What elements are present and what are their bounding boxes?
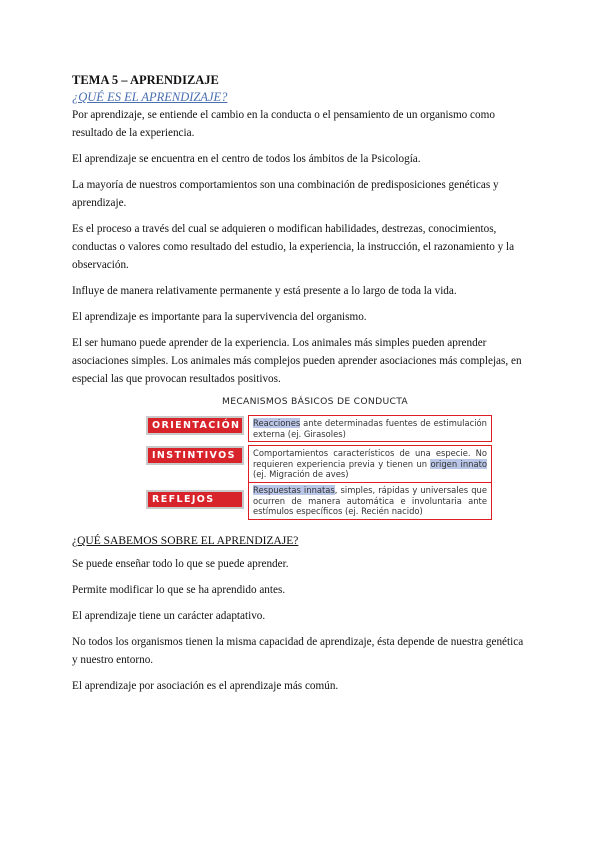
highlight: origen innato <box>430 458 487 469</box>
paragraph: El aprendizaje por asociación es el aprendizaje más común. <box>72 680 339 692</box>
paragraph: El ser humano puede aprender de la experiencia. Los animales más simples pueden aprender asociaciones simples. Los animales más complejos pueden aprender asociaciones más complejas, en especial las que provocan resultados positivos. <box>72 337 522 385</box>
description-text: Comportamientos característicos de una especie. No requieren experiencia previa y tienen un <box>253 448 487 469</box>
paragraph: El aprendizaje se encuentra en el centro de todos los ámbitos de la Psicología. <box>72 153 421 165</box>
section-heading-what-we-know: ¿QUÉ SABEMOS SOBRE EL APRENDIZAJE? <box>72 535 299 547</box>
description-text: ante determinadas fuentes de estimulación externa (ej. Girasoles) <box>253 418 487 439</box>
diagram-title: MECANISMOS BÁSICOS DE CONDUCTA <box>221 396 408 407</box>
label-instintivos: INSTINTIVOS <box>146 446 244 465</box>
mechanisms-diagram <box>72 396 528 527</box>
paragraph: El aprendizaje es importante para la supervivencia del organismo. <box>72 311 367 323</box>
label-reflejos: REFLEJOS <box>146 490 244 509</box>
document-page <box>72 72 528 703</box>
paragraph: La mayoría de nuestros comportamientos son una combinación de predisposiciones genéticas y aprendizaje. <box>72 179 499 209</box>
paragraph: No todos los organismos tienen la misma capacidad de aprendizaje, ésta depende de nuestra genética y nuestro entorno. <box>72 636 524 666</box>
section-heading-what-is: ¿QUÉ ES EL APRENDIZAJE? <box>72 90 228 104</box>
paragraph: Permite modificar lo que se ha aprendido antes. <box>72 584 286 596</box>
paragraph: Influye de manera relativamente permanente y está presente a lo largo de toda la vida. <box>72 285 457 297</box>
description-reflejos <box>248 482 492 520</box>
description-text: , simples, rápidas y universales que ocurren de manera automática e involuntaria ante estímulos específicos (ej. Recién nacido) <box>253 485 487 517</box>
description-instintivos <box>248 445 492 483</box>
label-orientacion: ORIENTACIÓN <box>146 416 244 435</box>
description-orientacion <box>248 415 492 442</box>
paragraph: Es el proceso a través del cual se adquieren o modifican habilidades, destrezas, conocimientos, conductas o valores como resultado del estudio, la experiencia, la instrucción, el razonamiento y la observación. <box>72 223 515 271</box>
paragraph: Por aprendizaje, se entiende el cambio en la conducta o el pensamiento de un organismo como resultado de la experiencia. <box>72 109 495 139</box>
paragraph: El aprendizaje tiene un carácter adaptativo. <box>72 610 266 622</box>
page-title: TEMA 5 – APRENDIZAJE <box>72 73 219 87</box>
description-text: (ej. Migración de aves) <box>253 469 349 480</box>
paragraph: Se puede enseñar todo lo que se puede aprender. <box>72 558 289 570</box>
highlight: Reacciones <box>253 418 301 428</box>
highlight: Respuestas innatas <box>253 485 335 495</box>
